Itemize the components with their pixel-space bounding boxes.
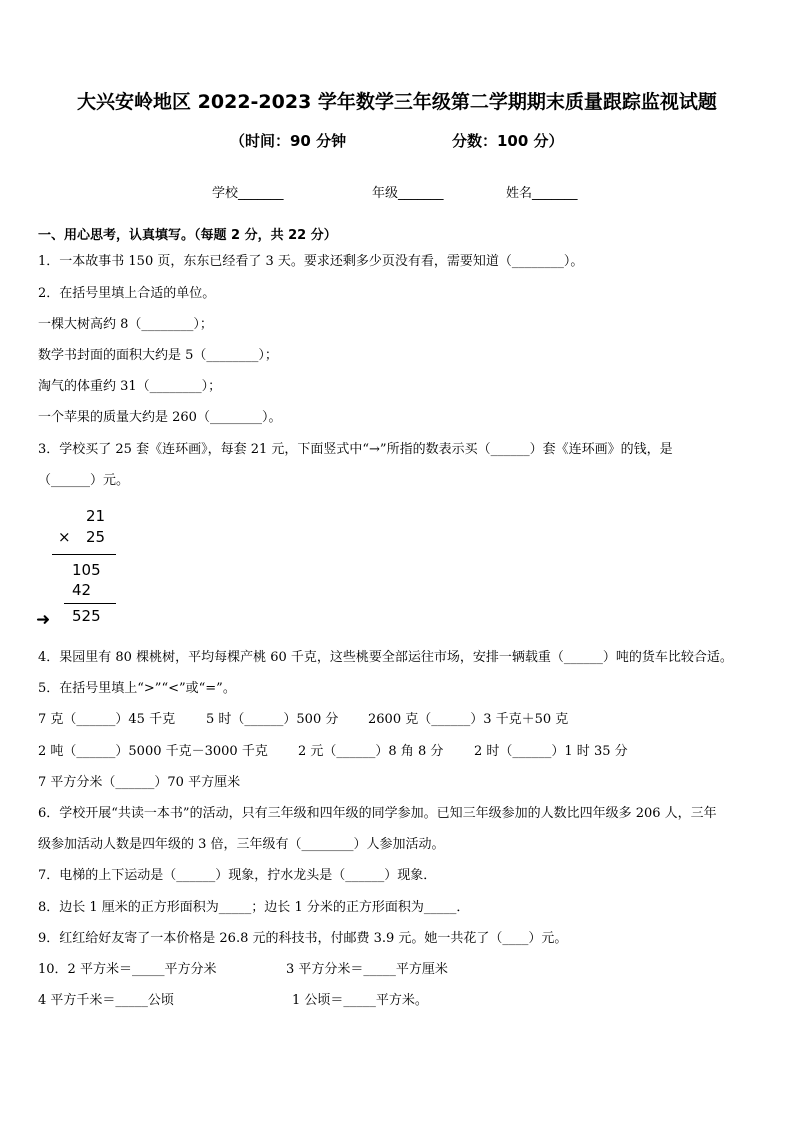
question-10-part-a: 10．2 平方米＝_____平方分米 (38, 962, 217, 977)
calc-rule-1 (52, 554, 116, 555)
question-5-item: 2 元（______）8 角 8 分 (298, 744, 444, 759)
arrow-icon: ➜ (36, 610, 51, 630)
vertical-multiplication (36, 500, 126, 635)
grade-field: 年级_______ (372, 186, 444, 201)
calc-partial-product-2: 42 (72, 581, 92, 599)
question-7: 7．电梯的上下运动是（______）现象，拧水龙头是（______）现象． (38, 868, 437, 883)
question-2: 2．在括号里填上合适的单位。 (38, 286, 216, 301)
page-title: 大兴安岭地区 2022-2023 学年数学三年级第二学期期末质量跟踪监视试题 (77, 91, 717, 113)
question-6-line1: 6．学校开展“共读一本书”的活动，只有三年级和四年级的同学参加。已知三年级参加的人数比四年级多 206 人，三年 (38, 806, 717, 821)
question-10-part-c: 4 平方千米＝_____公顷 (38, 993, 174, 1008)
calc-multiplier: 25 (86, 528, 106, 546)
section-heading: 一、用心思考，认真填写。（每题 2 分，共 22 分） (38, 228, 337, 243)
exam-score: 分数：100 分） (452, 132, 564, 150)
calc-rule-2 (64, 603, 116, 604)
question-9: 9．红红给好友寄了一本价格是 26.8 元的科技书，付邮费 3.9 元。她一共花了（____）元。 (38, 931, 568, 946)
question-2-part-d: 一个苹果的质量大约是 260（________）。 (38, 410, 282, 425)
question-5-item: 2 时（______）1 时 35 分 (474, 744, 628, 759)
question-5-item: 5 时（______）500 分 (206, 712, 339, 727)
name-field: 姓名_______ (506, 186, 578, 201)
question-2-part-b: 数学书封面的面积大约是 5（________）； (38, 348, 278, 363)
question-1: 1．一本故事书 150 页，东东已经看了 3 天。要求还剩多少页没有看，需要知道（________）。 (38, 254, 584, 269)
question-6-line2: 级参加活动人数是四年级的 3 倍，三年级有（________）人参加活动。 (38, 837, 445, 852)
calc-result: 525 (72, 607, 101, 625)
exam-time: （时间：90 分钟 (230, 132, 347, 150)
question-4: 4．果园里有 80 棵桃树，平均每棵产桃 60 千克，这些桃要全部运往市场，安排一辆载重（______）吨的货车比较合适。 (38, 650, 733, 665)
question-5-item: 2 吨（______）5000 千克－3000 千克 (38, 744, 268, 759)
question-5-item: 7 平方分米（______）70 平方厘米 (38, 775, 241, 790)
calc-times-sign: × (58, 528, 71, 546)
calc-multiplicand: 21 (86, 507, 106, 525)
question-5-item: 7 克（______）45 千克 (38, 712, 176, 727)
question-2-part-c: 淘气的体重约 31（________）； (38, 379, 222, 394)
calc-partial-product-1: 105 (72, 561, 101, 579)
question-10-part-d: 1 公顷＝_____平方米。 (292, 993, 428, 1008)
question-8: 8．边长 1 厘米的正方形面积为_____；边长 1 分米的正方形面积为_____． (38, 900, 470, 915)
question-3-line1: 3．学校买了 25 套《连环画》，每套 21 元，下面竖式中“→”所指的数表示买（______）套《连环画》的钱，是 (38, 442, 673, 457)
question-5: 5．在括号里填上“>”“<”或“=”。 (38, 681, 236, 696)
question-3-line2: （______）元。 (38, 473, 130, 488)
question-2-part-a: 一棵大树高约 8（________）； (38, 317, 213, 332)
school-field: 学校_______ (212, 186, 284, 201)
question-5-item: 2600 克（______）3 千克＋50 克 (368, 712, 569, 727)
question-10-part-b: 3 平方分米＝_____平方厘米 (286, 962, 448, 977)
